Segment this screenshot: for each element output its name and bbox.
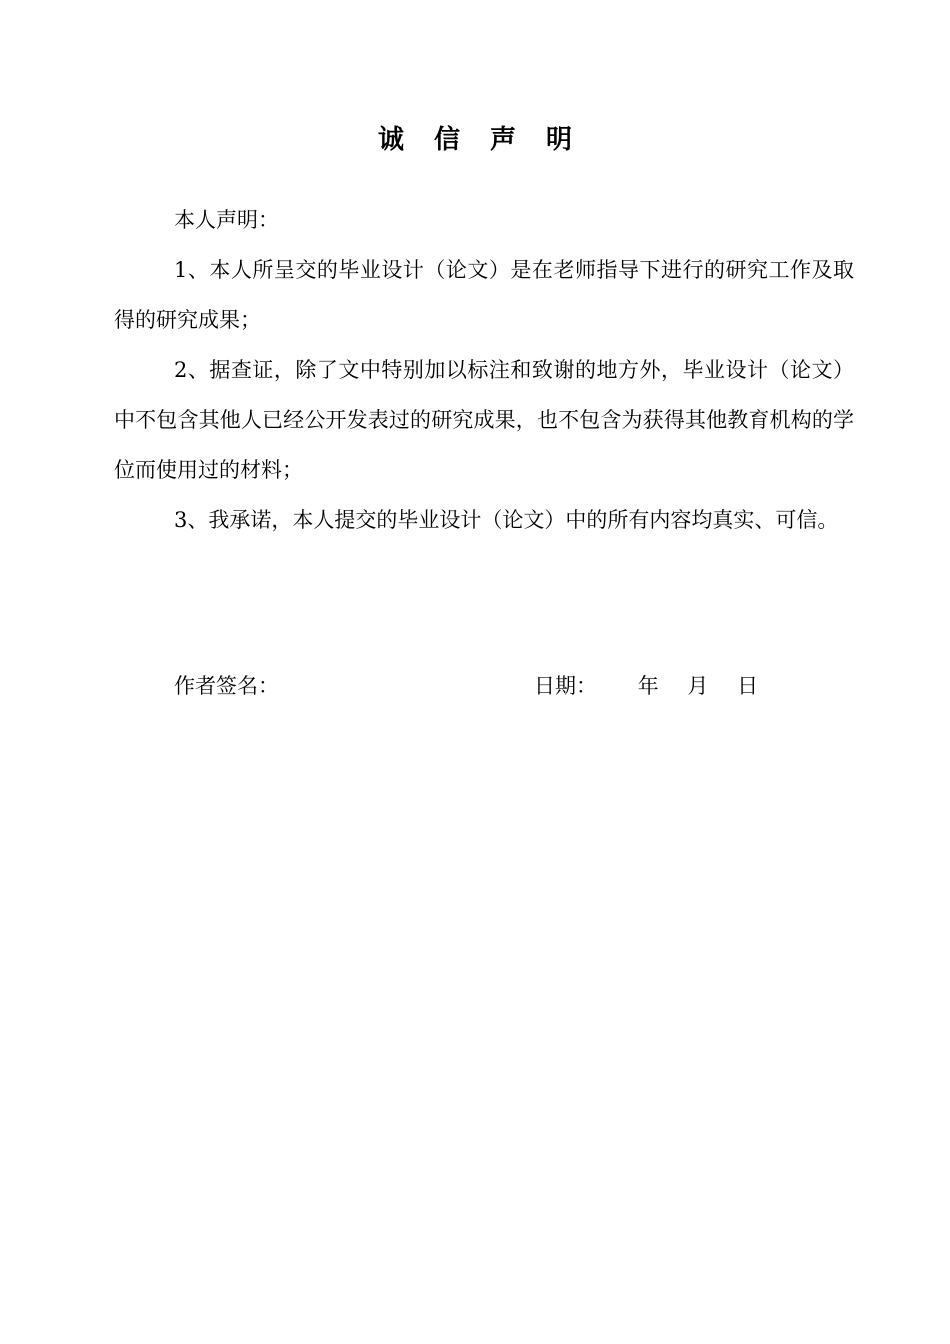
declaration-intro: 本人声明： — [174, 208, 279, 232]
declaration-item-3: 3、我承诺，本人提交的毕业设计（论文）中的所有内容均真实、可信。 — [174, 508, 839, 532]
date-month-unit: 月 — [687, 674, 709, 698]
document-title: 诚信声明 — [377, 125, 602, 155]
declaration-body — [114, 195, 854, 545]
signature-label: 作者签名： — [174, 674, 279, 698]
date-field — [534, 666, 758, 706]
date-label: 日期： — [534, 674, 597, 698]
declaration-item-2: 2、据查证，除了文中特别加以标注和致谢的地方外，毕业设计（论文）中不包含其他人已经公开发表过的研究成果，也不包含为获得其他教育机构的学位而使用过的材料； — [114, 358, 854, 482]
declaration-item-1: 1、本人所呈交的毕业设计（论文）是在老师指导下进行的研究工作及取得的研究成果； — [114, 258, 854, 332]
date-year-unit: 年 — [637, 674, 659, 698]
signature-row — [174, 666, 814, 706]
date-day-unit: 日 — [737, 674, 759, 698]
